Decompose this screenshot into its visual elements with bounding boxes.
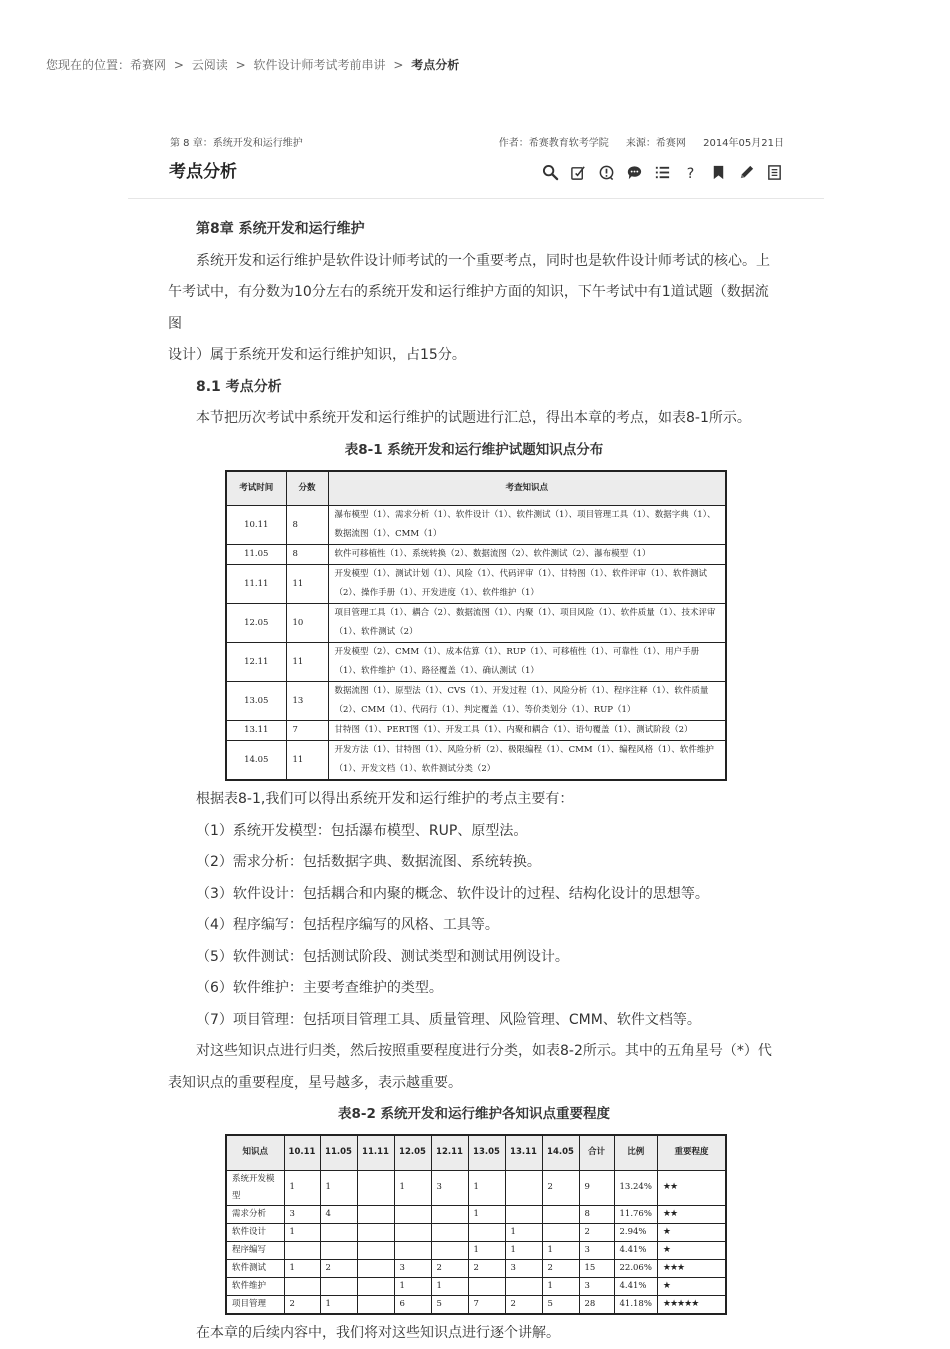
table-cell bbox=[394, 1205, 431, 1223]
table-row bbox=[226, 565, 726, 604]
table-cell bbox=[320, 1223, 357, 1241]
table-cell: 13 bbox=[286, 682, 328, 721]
table-cell: 系统开发模型 bbox=[226, 1170, 284, 1205]
table-cell: 1 bbox=[468, 1241, 505, 1259]
table-cell: 2 bbox=[579, 1223, 614, 1241]
table2-header: 12.05 bbox=[394, 1135, 431, 1170]
comment-icon bbox=[626, 164, 643, 181]
table-cell bbox=[357, 1223, 394, 1241]
table-cell bbox=[542, 1223, 579, 1241]
paragraph-intro-line1: 系统开发和运行维护是软件设计师考试的一个重要考点，同时也是软件设计师考试的核心。上 bbox=[168, 246, 780, 278]
pencil-icon bbox=[738, 164, 755, 181]
search-button[interactable] bbox=[541, 163, 560, 182]
table-cell: 14.05 bbox=[226, 741, 286, 781]
table-cell: 3 bbox=[579, 1241, 614, 1259]
paragraph-summary: 本节把历次考试中系统开发和运行维护的试题进行汇总，得出本章的考点，如表8-1所示。 bbox=[168, 403, 780, 435]
list-icon bbox=[654, 164, 671, 181]
paragraph-intro-line2: 午考试中，有分数为10分左右的系统开发和运行维护方面的知识，下午考试中有1道试题（数据流图 bbox=[168, 277, 780, 340]
importance-stars: ★★ bbox=[657, 1170, 726, 1205]
chapter-heading: 第8章 系统开发和运行维护 bbox=[168, 214, 780, 246]
table-cell: 8 bbox=[579, 1205, 614, 1223]
table-row bbox=[226, 1170, 726, 1205]
table-cell: 12.11 bbox=[226, 643, 286, 682]
table-row bbox=[226, 682, 726, 721]
table-cell: 2 bbox=[505, 1295, 542, 1314]
table-cell: 1 bbox=[284, 1170, 320, 1205]
table-cell: 需求分析 bbox=[226, 1205, 284, 1223]
list-item: （6）软件维护：主要考查维护的类型。 bbox=[168, 973, 780, 1005]
table-cell bbox=[357, 1295, 394, 1314]
bug-report-icon bbox=[598, 164, 615, 181]
breadcrumb-separator: > bbox=[393, 58, 403, 72]
table2-header: 11.05 bbox=[320, 1135, 357, 1170]
table-cell: 11.05 bbox=[226, 545, 286, 565]
table-cell: 41.18% bbox=[614, 1295, 657, 1314]
importance-stars: ★ bbox=[657, 1241, 726, 1259]
list-item: （7）项目管理：包括项目管理工具、质量管理、风险管理、CMM、软件文档等。 bbox=[168, 1005, 780, 1037]
header-divider bbox=[128, 198, 824, 199]
table-cell: 4 bbox=[320, 1205, 357, 1223]
table-cell: 13.11 bbox=[226, 721, 286, 741]
article-content bbox=[168, 214, 780, 1349]
note-icon bbox=[570, 164, 587, 181]
list-item: （1）系统开发模型：包括瀑布模型、RUP、原型法。 bbox=[168, 816, 780, 848]
table-cell: 1 bbox=[505, 1223, 542, 1241]
table-cell bbox=[394, 1223, 431, 1241]
table-row bbox=[226, 643, 726, 682]
table-cell: 2 bbox=[542, 1259, 579, 1277]
table-cell bbox=[357, 1277, 394, 1295]
search-icon bbox=[542, 164, 559, 181]
importance-stars: ★★★ bbox=[657, 1259, 726, 1277]
table-cell: 1 bbox=[468, 1205, 505, 1223]
date-label: 2014年05月21日 bbox=[703, 138, 784, 149]
table-cell: 7 bbox=[286, 721, 328, 741]
table1-header-time: 考试时间 bbox=[226, 471, 286, 506]
help-icon bbox=[682, 164, 699, 181]
table-cell: 7 bbox=[468, 1295, 505, 1314]
table1-header-score: 分数 bbox=[286, 471, 328, 506]
table-cell: 4.41% bbox=[614, 1241, 657, 1259]
table-cell: 9 bbox=[579, 1170, 614, 1205]
table-row bbox=[226, 741, 726, 781]
table-cell bbox=[431, 1241, 468, 1259]
table-cell bbox=[505, 1170, 542, 1205]
table-cell: 1 bbox=[431, 1277, 468, 1295]
table-cell: 13.24% bbox=[614, 1170, 657, 1205]
table-cell: 3 bbox=[431, 1170, 468, 1205]
table2-header: 12.11 bbox=[431, 1135, 468, 1170]
table-cell: 22.06% bbox=[614, 1259, 657, 1277]
table-cell: 1 bbox=[284, 1223, 320, 1241]
chapter-label: 第 8 章：系统开发和运行维护 bbox=[170, 134, 303, 149]
table-cell bbox=[357, 1259, 394, 1277]
breadcrumb-item-course[interactable]: 软件设计师考试考前串讲 bbox=[253, 58, 385, 72]
table-row bbox=[226, 1223, 726, 1241]
table-cell bbox=[357, 1170, 394, 1205]
table-cell: 软件维护 bbox=[226, 1277, 284, 1295]
table-cell: 1 bbox=[284, 1259, 320, 1277]
table-cell bbox=[505, 1277, 542, 1295]
table2-caption: 表8-2 系统开发和运行维护各知识点重要程度 bbox=[168, 1099, 780, 1130]
table-cell: 11 bbox=[286, 643, 328, 682]
notebook-button[interactable] bbox=[765, 163, 784, 182]
notebook-icon bbox=[766, 164, 783, 181]
table2-header: 14.05 bbox=[542, 1135, 579, 1170]
table-cell: 1 bbox=[394, 1170, 431, 1205]
table-cell: 2 bbox=[320, 1259, 357, 1277]
table-cell bbox=[394, 1241, 431, 1259]
table-cell: 数据流图（1）、原型法（1）、CVS（1）、开发过程（1）、风险分析（1）、程序注释（1）、软件质量（2）、CMM（1）、代码行（1）、判定覆盖（1）、等价类划分（1）、RUP（1） bbox=[328, 682, 726, 721]
table2-header: 重要程度 bbox=[657, 1135, 726, 1170]
table2-header: 11.11 bbox=[357, 1135, 394, 1170]
table-cell: 2 bbox=[284, 1295, 320, 1314]
table-cell: 程序编写 bbox=[226, 1241, 284, 1259]
table-cell: 13.05 bbox=[226, 682, 286, 721]
bookmark-button[interactable] bbox=[709, 163, 728, 182]
table1-header-topics: 考查知识点 bbox=[328, 471, 726, 506]
table-row bbox=[226, 1259, 726, 1277]
breadcrumb-home[interactable]: 您现在的位置：希赛网 bbox=[46, 58, 166, 72]
table-cell: 10.11 bbox=[226, 506, 286, 545]
catalog-button[interactable] bbox=[653, 163, 672, 182]
paragraph-closing: 在本章的后续内容中，我们将对这些知识点进行逐个讲解。 bbox=[168, 1318, 780, 1349]
table-cell: 开发模型（1）、测试计划（1）、风险（1）、代码评审（1）、甘特图（1）、软件评审（1）、软件测试（2）、操作手册（1）、开发进度（1）、软件维护（1） bbox=[328, 565, 726, 604]
table-cell: 2 bbox=[542, 1170, 579, 1205]
table-cell bbox=[431, 1223, 468, 1241]
table-cell bbox=[468, 1223, 505, 1241]
breadcrumb-separator: > bbox=[236, 58, 246, 72]
table-row bbox=[226, 1241, 726, 1259]
importance-stars: ★ bbox=[657, 1277, 726, 1295]
table-cell: 1 bbox=[542, 1277, 579, 1295]
breadcrumb-separator: > bbox=[174, 58, 184, 72]
table-row bbox=[226, 604, 726, 643]
table-row bbox=[226, 1295, 726, 1314]
table-cell: 1 bbox=[394, 1277, 431, 1295]
table-cell: 2.94% bbox=[614, 1223, 657, 1241]
edit-button[interactable] bbox=[737, 163, 756, 182]
table-cell bbox=[357, 1205, 394, 1223]
table-cell: 11.11 bbox=[226, 565, 286, 604]
table2-header: 13.11 bbox=[505, 1135, 542, 1170]
paragraph-classification-line1: 对这些知识点进行归类，然后按照重要程度进行分类，如表8-2所示。其中的五角星号（*）代 bbox=[168, 1036, 780, 1068]
table-cell: 2 bbox=[431, 1259, 468, 1277]
table-cell: 3 bbox=[505, 1259, 542, 1277]
knowledge-distribution-table bbox=[225, 470, 727, 782]
table-cell: 软件测试 bbox=[226, 1259, 284, 1277]
article-meta bbox=[485, 134, 784, 149]
list-item: （5）软件测试：包括测试阶段、测试类型和测试用例设计。 bbox=[168, 942, 780, 974]
author-label: 作者：希赛教育软考学院 bbox=[499, 138, 609, 149]
table-cell bbox=[320, 1241, 357, 1259]
table-cell: 6 bbox=[394, 1295, 431, 1314]
table2-header: 比例 bbox=[614, 1135, 657, 1170]
table-cell bbox=[505, 1205, 542, 1223]
table-cell: 11 bbox=[286, 741, 328, 781]
report-button[interactable] bbox=[597, 163, 616, 182]
importance-stars: ★★★★★ bbox=[657, 1295, 726, 1314]
list-item: （2）需求分析：包括数据字典、数据流图、系统转换。 bbox=[168, 847, 780, 879]
table-cell: 11.76% bbox=[614, 1205, 657, 1223]
importance-table bbox=[225, 1134, 727, 1315]
table1-caption: 表8-1 系统开发和运行维护试题知识点分布 bbox=[168, 435, 780, 466]
list-item: （3）软件设计：包括耦合和内聚的概念、软件设计的过程、结构化设计的思想等。 bbox=[168, 879, 780, 911]
table2-header: 合计 bbox=[579, 1135, 614, 1170]
table-cell: 瀑布模型（1）、需求分析（1）、软件设计（1）、软件测试（1）、项目管理工具（1）、数据字典（1）、数据流图（1）、CMM（1） bbox=[328, 506, 726, 545]
table-cell: 甘特图（1）、PERT图（1）、开发工具（1）、内聚和耦合（1）、语句覆盖（1）、测试阶段（2） bbox=[328, 721, 726, 741]
table-cell: 2 bbox=[468, 1259, 505, 1277]
table-cell: 10 bbox=[286, 604, 328, 643]
list-item: （4）程序编写：包括程序编写的风格、工具等。 bbox=[168, 910, 780, 942]
help-button[interactable] bbox=[681, 163, 700, 182]
table-cell bbox=[542, 1205, 579, 1223]
table-row bbox=[226, 721, 726, 741]
table-cell: 28 bbox=[579, 1295, 614, 1314]
table-cell: 1 bbox=[320, 1295, 357, 1314]
table-cell: 1 bbox=[468, 1170, 505, 1205]
breadcrumb-current: 考点分析 bbox=[411, 58, 459, 72]
table-cell: 8 bbox=[286, 545, 328, 565]
table-cell bbox=[431, 1205, 468, 1223]
table-cell: 项目管理工具（1）、耦合（2）、数据流图（1）、内聚（1）、项目风险（1）、软件质量（1）、技术评审（1）、软件测试（2） bbox=[328, 604, 726, 643]
comment-button[interactable] bbox=[625, 163, 644, 182]
table-cell bbox=[357, 1241, 394, 1259]
breadcrumb bbox=[46, 56, 459, 73]
table-cell: 软件可移植性（1）、系统转换（2）、数据流图（2）、软件测试（2）、瀑布模型（1） bbox=[328, 545, 726, 565]
bookmark-icon bbox=[710, 164, 727, 181]
table-cell bbox=[284, 1277, 320, 1295]
table-cell: 5 bbox=[431, 1295, 468, 1314]
table2-header: 10.11 bbox=[284, 1135, 320, 1170]
table-cell: 开发模型（2）、CMM（1）、成本估算（1）、RUP（1）、可移植性（1）、可靠性（1）、用户手册（1）、软件维护（1）、路径覆盖（1）、确认测试（1） bbox=[328, 643, 726, 682]
table2-header: 13.05 bbox=[468, 1135, 505, 1170]
importance-stars: ★★ bbox=[657, 1205, 726, 1223]
paragraph-conclusion: 根据表8-1,我们可以得出系统开发和运行维护的考点主要有： bbox=[168, 784, 780, 816]
table-cell: 软件设计 bbox=[226, 1223, 284, 1241]
table-cell: 1 bbox=[542, 1241, 579, 1259]
table2-header: 知识点 bbox=[226, 1135, 284, 1170]
svg-text:?: ? bbox=[687, 166, 695, 181]
table-cell: 项目管理 bbox=[226, 1295, 284, 1314]
table-cell bbox=[284, 1241, 320, 1259]
table-cell: 12.05 bbox=[226, 604, 286, 643]
table-cell: 4.41% bbox=[614, 1277, 657, 1295]
table-cell: 3 bbox=[284, 1205, 320, 1223]
table-cell bbox=[468, 1277, 505, 1295]
breadcrumb-item-cloud-read[interactable]: 云阅读 bbox=[192, 58, 228, 72]
table-cell: 8 bbox=[286, 506, 328, 545]
table-row bbox=[226, 1205, 726, 1223]
table-cell: 1 bbox=[320, 1170, 357, 1205]
table-cell: 1 bbox=[505, 1241, 542, 1259]
table-cell: 3 bbox=[579, 1277, 614, 1295]
page-title: 考点分析 bbox=[169, 157, 237, 182]
table-cell bbox=[320, 1277, 357, 1295]
note-button[interactable] bbox=[569, 163, 588, 182]
table-cell: 3 bbox=[394, 1259, 431, 1277]
paragraph-classification-line2: 表知识点的重要程度，星号越多，表示越重要。 bbox=[168, 1068, 780, 1100]
paragraph-intro-line3: 设计）属于系统开发和运行维护知识，占15分。 bbox=[168, 340, 780, 372]
table-row bbox=[226, 1277, 726, 1295]
table-cell: 11 bbox=[286, 565, 328, 604]
source-label: 来源：希赛网 bbox=[626, 138, 686, 149]
section-heading: 8.1 考点分析 bbox=[168, 372, 780, 404]
importance-stars: ★ bbox=[657, 1223, 726, 1241]
table-row bbox=[226, 506, 726, 545]
table-cell: 15 bbox=[579, 1259, 614, 1277]
table-row bbox=[226, 545, 726, 565]
table-cell: 5 bbox=[542, 1295, 579, 1314]
reader-toolbar bbox=[541, 163, 784, 182]
table-cell: 开发方法（1）、甘特图（1）、风险分析（2）、极限编程（1）、CMM（1）、编程风格（1）、软件维护（1）、开发文档（1）、软件测试分类（2） bbox=[328, 741, 726, 781]
